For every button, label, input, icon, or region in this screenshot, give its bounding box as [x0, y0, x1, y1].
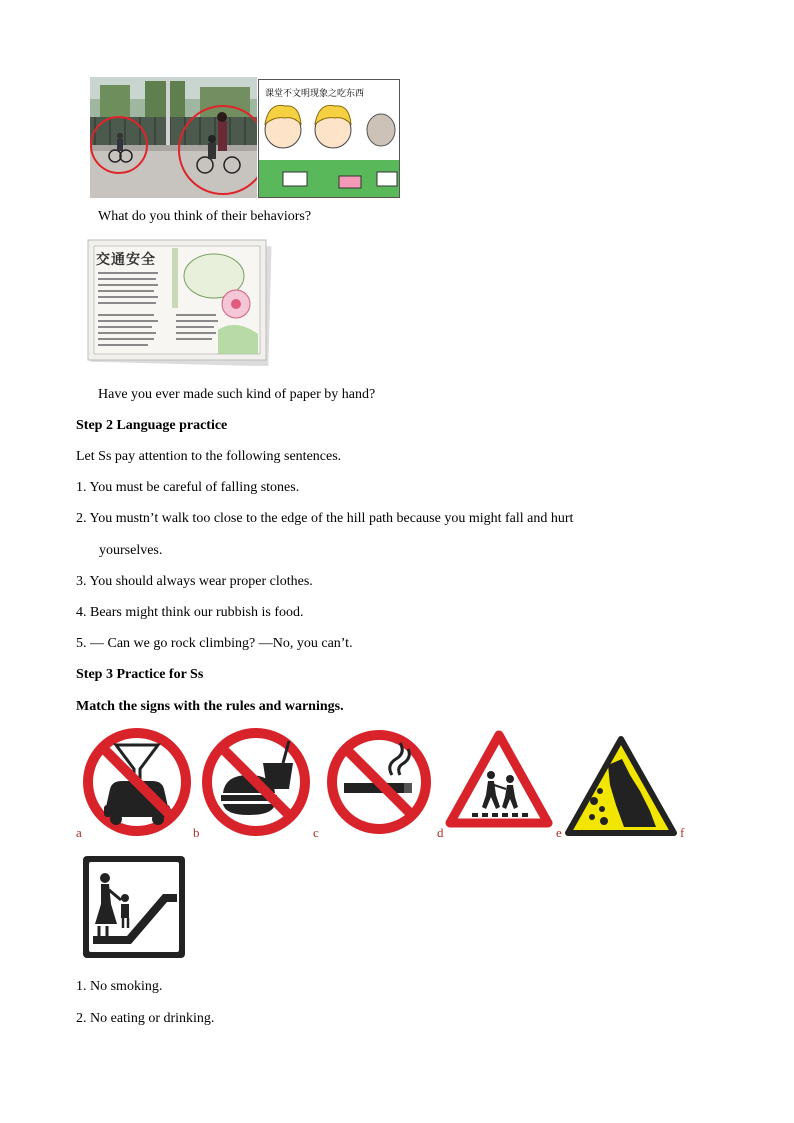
sign-letter-f: f	[680, 825, 685, 840]
escalator-hold-child-sign-icon	[81, 854, 187, 960]
question-handmade-paper: Have you ever made such kind of paper by hand?	[98, 387, 376, 402]
step3-instruction: Match the signs with the rules and warnings.	[76, 699, 344, 714]
sentence-2-continued: yourselves.	[99, 543, 163, 558]
no-smoking-sign-icon	[326, 729, 432, 835]
cartoon-caption: 课堂不文明现象之吃东西	[265, 89, 365, 99]
no-eating-sign-icon	[201, 727, 311, 837]
step2-intro: Let Ss pay attention to the following sentences.	[76, 449, 342, 464]
rule-2: 2. No eating or drinking.	[76, 1011, 215, 1026]
sentence-5: 5. — Can we go rock climbing? —No, you can’t.	[76, 636, 353, 651]
bicycle-photo-drawing	[90, 77, 257, 198]
poster-photo	[86, 238, 272, 366]
sentence-3: 3. You should always wear proper clothes.	[76, 574, 313, 589]
step2-heading: Step 2 Language practice	[76, 418, 228, 433]
sign-letter-a: a	[76, 825, 82, 840]
step3-heading: Step 3 Practice for Ss	[76, 667, 204, 682]
falling-rocks-sign-icon	[564, 735, 678, 837]
children-crossing-sign-icon	[444, 729, 554, 829]
no-drink-driving-sign-icon	[82, 727, 192, 837]
poster-title: 交通安全	[96, 252, 156, 268]
sentence-2: 2. You mustn’t walk too close to the edge of the hill path because you might fall and hurt	[76, 511, 574, 526]
sentence-4: 4. Bears might think our rubbish is food.	[76, 605, 304, 620]
sign-letter-d: d	[437, 825, 444, 840]
classroom-cartoon	[258, 79, 400, 198]
sign-letter-c: c	[313, 825, 319, 840]
bicycle-photo	[90, 77, 257, 198]
sign-letter-e: e	[556, 825, 562, 840]
sentence-1: 1. You must be careful of falling stones.	[76, 480, 300, 495]
rule-1: 1. No smoking.	[76, 979, 163, 994]
question-behaviors: What do you think of their behaviors?	[98, 209, 312, 224]
sign-letter-b: b	[193, 825, 200, 840]
